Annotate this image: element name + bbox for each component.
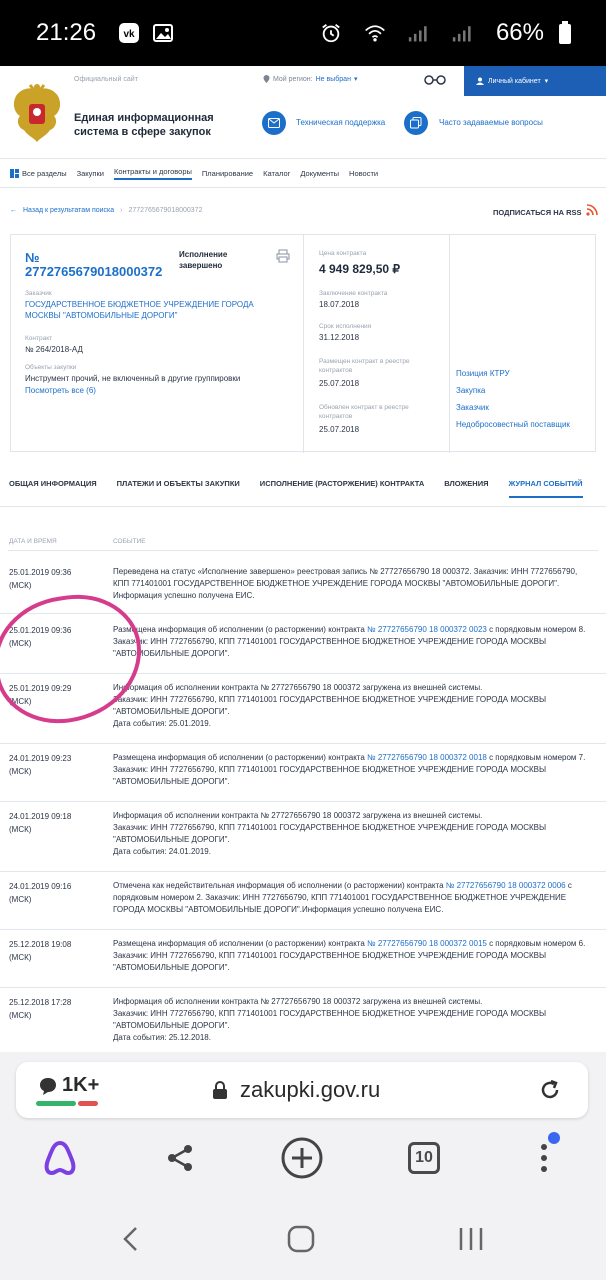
back-arrow-icon[interactable]: ← bbox=[10, 207, 17, 214]
status-bar bbox=[0, 0, 606, 66]
event-date bbox=[9, 938, 99, 964]
support-link[interactable]: Техническая поддержка bbox=[296, 118, 386, 127]
home-nav-icon[interactable] bbox=[286, 1224, 316, 1254]
faq-button[interactable] bbox=[404, 111, 428, 135]
event-text bbox=[113, 810, 591, 858]
objects-label: Объекты закупки bbox=[25, 364, 77, 371]
tabs-count: 10 bbox=[408, 1142, 440, 1174]
recents-nav-icon[interactable] bbox=[456, 1224, 486, 1254]
event-text-part: Заказчик: ИНН 7727656790, КПП 771401001 ГОСУДАРСТВЕННОЕ БЮДЖЕТНОЕ УЧРЕЖДЕНИЕ ГОРОДА МОСКВЫ "АВТОМОБИЛЬНЫЕ ДОРОГИ". bbox=[113, 1009, 547, 1030]
table-row bbox=[0, 624, 606, 674]
customer-side-link[interactable]: Заказчик bbox=[456, 403, 489, 412]
column-header-event: СОБЫТИЕ bbox=[113, 538, 146, 545]
chevron-down-icon: ▾ bbox=[544, 78, 549, 85]
event-text: Переведена на статус «Исполнение завершено» реестровая запись № 27727656790 18 000372. Заказчик: ИНН 7727656790, КПП 771401001 ГОСУДАРСТВЕННОЕ БЮДЖЕТНОЕ УЧРЕЖДЕНИЕ ГОРОДА МОСКВЫ "АВТОМОБИЛЬНЫЕ ДОРОГИ". Информация успешно получена ЕИС. bbox=[113, 567, 578, 600]
contract-number-prefix: № bbox=[25, 250, 40, 265]
deadline-label: Срок исполнения bbox=[319, 323, 372, 330]
event-text-part: с порядковым номером 7. Заказчик: ИНН 7727656790, КПП 771401001 ГОСУДАРСТВЕННОЕ БЮДЖЕТНОЕ УЧРЕЖДЕНИЕ ГОРОДА МОСКВЫ "АВТОМОБИЛЬНЫЕ ДОРОГИ". bbox=[113, 753, 586, 786]
event-text-part: с порядковым номером 2. Заказчик: ИНН 7727656790, КПП 771401001 ГОСУДАРСТВЕННОЕ БЮДЖЕТНОЕ УЧРЕЖДЕНИЕ ГОРОДА МОСКВЫ "АВТОМОБИЛЬНЫЕ ДОРОГИ".Информация успешно получена ЕИС. bbox=[113, 881, 572, 914]
divider bbox=[8, 550, 598, 551]
table-row bbox=[0, 752, 606, 802]
comment-bubble-icon bbox=[38, 1076, 58, 1096]
event-timezone: (МСК) bbox=[9, 825, 32, 834]
column-header-date: ДАТА И ВРЕМЯ bbox=[9, 538, 57, 545]
event-datetime: 25.12.2018 19:08 bbox=[9, 940, 72, 949]
event-datetime: 24.01.2019 09:16 bbox=[9, 882, 72, 891]
status-badge: Исполнение завершено bbox=[179, 250, 228, 270]
comments-button[interactable] bbox=[38, 1074, 99, 1097]
event-text-part: Размещена информация об исполнении (о расторжении) контракта bbox=[113, 753, 368, 762]
table-row bbox=[0, 938, 606, 988]
contract-value: № 264/2018-АД bbox=[25, 345, 83, 354]
region-value[interactable]: Не выбран bbox=[315, 75, 351, 83]
price-label: Цена контракта bbox=[319, 250, 367, 257]
event-text bbox=[113, 682, 591, 730]
plus-circle-icon bbox=[280, 1136, 324, 1180]
event-datetime: 24.01.2019 09:18 bbox=[9, 812, 72, 821]
nav-item-all-sections[interactable] bbox=[10, 169, 67, 178]
location-pin-icon bbox=[263, 75, 270, 83]
event-datetime: 25.12.2018 17:28 bbox=[9, 998, 72, 1007]
rss-icon[interactable] bbox=[586, 204, 598, 216]
event-date bbox=[9, 752, 99, 778]
tab-general-info[interactable]: ОБЩАЯ ИНФОРМАЦИЯ bbox=[9, 479, 97, 488]
address-bar[interactable] bbox=[16, 1062, 588, 1118]
nav-item-planning[interactable]: Планирование bbox=[201, 168, 254, 178]
event-text bbox=[113, 624, 591, 660]
svg-text:vk: vk bbox=[123, 29, 135, 40]
table-row bbox=[0, 880, 606, 930]
menu-button[interactable] bbox=[522, 1136, 566, 1180]
event-datetime: 25.01.2019 09:36 bbox=[9, 568, 72, 577]
chevron-down-icon: ▾ bbox=[353, 76, 358, 83]
table-row bbox=[0, 566, 606, 614]
event-text-part: Размещена информация об исполнении (о расторжении) контракта bbox=[113, 625, 368, 634]
negative-rating-bar bbox=[78, 1101, 98, 1106]
event-timezone: (МСК) bbox=[9, 953, 32, 962]
event-datetime: 25.01.2019 09:36 bbox=[9, 626, 72, 635]
event-text bbox=[113, 880, 591, 916]
wifi-icon bbox=[364, 22, 386, 44]
main-nav bbox=[0, 158, 606, 188]
event-date bbox=[9, 810, 99, 836]
event-text-part: Информация об исполнении контракта № 27727656790 18 000372 загружена из внешней системы. bbox=[113, 683, 483, 692]
alice-assistant-button[interactable] bbox=[38, 1136, 82, 1180]
unfair-supplier-link[interactable]: Недобросовестный поставщик bbox=[456, 420, 570, 429]
battery-percent: 66% bbox=[495, 19, 544, 46]
signed-value: 18.07.2018 bbox=[319, 300, 360, 309]
print-icon[interactable] bbox=[276, 249, 290, 263]
russian-emblem-logo[interactable] bbox=[8, 82, 66, 144]
share-icon bbox=[164, 1142, 196, 1174]
browser-toolbar bbox=[0, 1052, 606, 1200]
system-title[interactable]: Единая информационная система в сфере закупок bbox=[74, 112, 214, 138]
share-button[interactable] bbox=[158, 1136, 202, 1180]
nav-item-purchases[interactable]: Закупки bbox=[76, 168, 104, 178]
sections-icon bbox=[10, 169, 19, 178]
faq-link[interactable]: Часто задаваемые вопросы bbox=[439, 118, 543, 127]
tabs-switcher-button[interactable] bbox=[402, 1136, 446, 1180]
column-divider bbox=[449, 235, 450, 453]
region-label: Мой регион: bbox=[273, 75, 313, 83]
tab-attachments[interactable]: ВЛОЖЕНИЯ bbox=[444, 479, 489, 488]
event-date bbox=[9, 682, 99, 708]
table-row bbox=[0, 996, 606, 1052]
updated-value: 25.07.2018 bbox=[319, 425, 360, 434]
top-strip bbox=[0, 66, 606, 96]
contract-label: Контракт bbox=[25, 335, 53, 342]
event-text bbox=[113, 938, 591, 974]
event-timezone: (МСК) bbox=[9, 1011, 32, 1020]
event-text-part: Заказчик: ИНН 7727656790, КПП 771401001 ГОСУДАРСТВЕННОЕ БЮДЖЕТНОЕ УЧРЕЖДЕНИЕ ГОРОДА МОСКВЫ "АВТОМОБИЛЬНЫЕ ДОРОГИ". bbox=[113, 695, 547, 716]
see-all-link[interactable]: Посмотреть все (6) bbox=[25, 386, 96, 395]
placed-label: Размещен контракт в реестре контрактов bbox=[319, 358, 410, 374]
vk-icon bbox=[118, 22, 140, 44]
event-timezone: (МСК) bbox=[9, 697, 32, 706]
event-text-part: Размещена информация об исполнении (о расторжении) контракта bbox=[113, 939, 368, 948]
event-date bbox=[9, 996, 99, 1022]
signal-icon-2 bbox=[452, 22, 474, 44]
event-text bbox=[113, 752, 591, 788]
alice-icon bbox=[40, 1138, 80, 1178]
nav-label: Все разделы bbox=[22, 168, 67, 178]
battery-icon bbox=[554, 22, 576, 44]
alarm-icon bbox=[320, 22, 342, 44]
contract-event-link[interactable]: № 27727656790 18 000372 0006 bbox=[445, 881, 566, 890]
event-date-line: Дата события: 25.01.2019. bbox=[113, 719, 211, 728]
cabinet-label: Личный кабинет bbox=[488, 77, 541, 85]
personal-cabinet-button[interactable] bbox=[464, 66, 606, 96]
event-timezone: (МСК) bbox=[9, 895, 32, 904]
signal-icon bbox=[408, 22, 430, 44]
event-text-part: с порядковым номером 8. Заказчик: ИНН 7727656790, КПП 771401001 ГОСУДАРСТВЕННОЕ БЮДЖЕТНОЕ УЧРЕЖДЕНИЕ ГОРОДА МОСКВЫ "АВТОМОБИЛЬНЫЕ ДОРОГИ". bbox=[113, 625, 586, 658]
clock: 21:26 bbox=[36, 19, 97, 46]
support-button[interactable] bbox=[262, 111, 286, 135]
positive-rating-bar bbox=[36, 1101, 76, 1106]
back-nav-icon[interactable] bbox=[116, 1224, 146, 1254]
contract-tabs bbox=[0, 479, 606, 507]
nav-item-contracts[interactable]: Контракты и договоры bbox=[114, 167, 192, 180]
event-text-part: с порядковым номером 6. Заказчик: ИНН 7727656790, КПП 771401001 ГОСУДАРСТВЕННОЕ БЮДЖЕТНОЕ УЧРЕЖДЕНИЕ ГОРОДА МОСКВЫ "АВТОМОБИЛЬНЫЕ ДОРОГИ". bbox=[113, 939, 586, 972]
event-date bbox=[9, 566, 99, 592]
comments-count: 1K+ bbox=[62, 1074, 100, 1096]
customer-label: Заказчик bbox=[25, 290, 52, 297]
table-row bbox=[0, 682, 606, 744]
gallery-icon bbox=[152, 22, 174, 44]
event-datetime: 25.01.2019 09:29 bbox=[9, 684, 72, 693]
contract-event-link[interactable]: № 27727656790 18 000372 0018 bbox=[367, 753, 487, 762]
nav-item-catalog[interactable]: Каталог bbox=[263, 168, 291, 178]
notification-dot bbox=[548, 1132, 560, 1144]
event-date bbox=[9, 624, 99, 650]
deadline-value: 31.12.2018 bbox=[319, 333, 360, 342]
tab-execution[interactable]: ИСПОЛНЕНИЕ (РАСТОРЖЕНИЕ) КОНТРАКТА bbox=[259, 479, 425, 488]
event-timezone: (МСК) bbox=[9, 639, 32, 648]
official-site-label: Официальный сайт bbox=[74, 76, 138, 83]
signed-label: Заключение контракта bbox=[319, 290, 388, 297]
new-tab-button[interactable] bbox=[280, 1136, 324, 1180]
accessibility-glasses-icon[interactable] bbox=[424, 73, 446, 87]
contract-event-link[interactable]: № 27727656790 18 000372 0023 bbox=[367, 625, 487, 634]
nav-item-news[interactable]: Новости bbox=[349, 168, 379, 178]
region-selector[interactable] bbox=[263, 75, 357, 83]
tab-event-log[interactable]: ЖУРНАЛ СОБЫТИЙ bbox=[509, 479, 583, 498]
event-text-part: Информация об исполнении контракта № 27727656790 18 000372 загружена из внешней системы. bbox=[113, 811, 483, 820]
user-icon bbox=[476, 77, 484, 85]
reload-icon[interactable] bbox=[538, 1078, 562, 1102]
breadcrumb bbox=[10, 207, 202, 214]
url-text[interactable]: zakupki.gov.ru bbox=[240, 1077, 381, 1102]
lock-icon bbox=[212, 1080, 228, 1100]
event-text-part: Информация об исполнении контракта № 27727656790 18 000372 загружена из внешней системы. bbox=[113, 997, 483, 1006]
rss-subscribe-link[interactable]: ПОДПИСАТЬСЯ НА RSS bbox=[493, 208, 582, 217]
event-date-line: Дата события: 25.12.2018. bbox=[113, 1033, 211, 1042]
tab-payments[interactable]: ПЛАТЕЖИ И ОБЪЕКТЫ ЗАКУПКИ bbox=[116, 479, 240, 488]
price-value: 4 949 829,50 ₽ bbox=[319, 262, 401, 276]
event-date-line: Дата события: 24.01.2019. bbox=[113, 847, 211, 856]
mail-icon bbox=[268, 118, 280, 128]
event-text-part: Отмечена как недействительная информация об исполнении (о расторжении) контракта bbox=[113, 881, 446, 890]
event-text-part: Заказчик: ИНН 7727656790, КПП 771401001 ГОСУДАРСТВЕННОЕ БЮДЖЕТНОЕ УЧРЕЖДЕНИЕ ГОРОДА МОСКВЫ "АВТОМОБИЛЬНЫЕ ДОРОГИ". bbox=[113, 823, 547, 844]
back-to-results-link[interactable]: Назад к результатам поиска bbox=[23, 207, 115, 214]
copy-icon bbox=[410, 117, 422, 129]
event-timezone: (МСК) bbox=[9, 767, 32, 776]
purchase-link[interactable]: Закупка bbox=[456, 386, 486, 395]
event-date bbox=[9, 880, 99, 906]
nav-item-documents[interactable]: Документы bbox=[300, 168, 340, 178]
more-vertical-icon bbox=[539, 1142, 549, 1174]
contract-card bbox=[10, 234, 596, 452]
system-navigation-bar bbox=[0, 1200, 606, 1280]
contract-event-link[interactable]: № 27727656790 18 000372 0015 bbox=[367, 939, 487, 948]
contract-number: 2772765679018000372 bbox=[25, 264, 163, 279]
event-text bbox=[113, 996, 591, 1044]
customer-link[interactable]: ГОСУДАРСТВЕННОЕ БЮДЖЕТНОЕ УЧРЕЖДЕНИЕ ГОРОДА МОСКВЫ "АВТОМОБИЛЬНЫЕ ДОРОГИ" bbox=[25, 300, 254, 320]
web-page bbox=[0, 66, 606, 1052]
event-timezone: (МСК) bbox=[9, 581, 32, 590]
table-row bbox=[0, 810, 606, 872]
event-datetime: 24.01.2019 09:23 bbox=[9, 754, 72, 763]
column-divider bbox=[303, 235, 304, 453]
ktru-position-link[interactable]: Позиция КТРУ bbox=[456, 369, 510, 378]
updated-label: Обновлен контракт в реестре контрактов bbox=[319, 404, 409, 420]
breadcrumb-current: 2772765679018000372 bbox=[128, 207, 203, 214]
objects-value: Инструмент прочий, не включенный в другие группировки bbox=[25, 374, 241, 383]
placed-value: 25.07.2018 bbox=[319, 379, 360, 388]
breadcrumb-separator: › bbox=[120, 207, 123, 214]
